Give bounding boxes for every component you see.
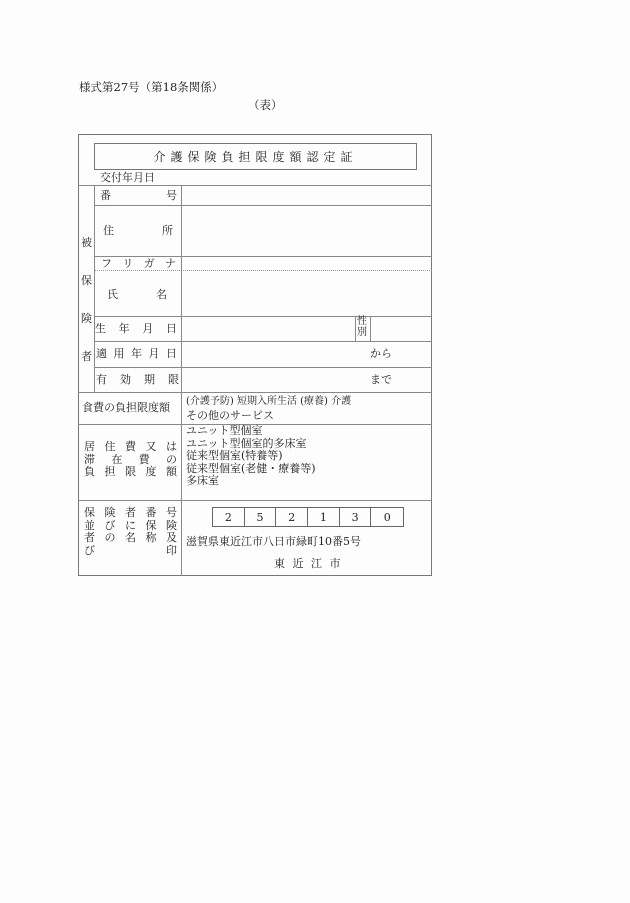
label-char: 性 [357,316,367,327]
insurer-number-digit: 0 [383,510,391,524]
label-char: 号 [166,506,177,519]
label-char: 所 [162,224,173,237]
address-label [103,224,173,237]
food-cost-line: (介護予防) 短期入所生活 (療養) 介護 [186,396,352,407]
residence-cost-lines [186,425,316,488]
residence-cost-line: ユニット型個室 [186,424,263,437]
insured-group-label [80,234,93,364]
label-char: フ [101,257,112,270]
label-char: 期 [144,373,155,386]
label-char: 険 [81,312,92,325]
label-char: 住 [103,224,114,237]
insurer-number-boxes [212,507,404,527]
insurer-address: 滋賀県東近江市八日市緑町10番5号 [186,535,361,548]
label-char: 氏 [107,288,118,301]
label-char: 生 [95,322,106,335]
certificate-title: 介護保険負担限度額認定証 [94,143,417,170]
label-char: 年 [118,322,130,335]
label-char: 負 [84,465,95,478]
label-char: び [104,518,116,532]
label-char: 費 [125,440,136,453]
insured-number-field[interactable] [182,186,432,205]
label-char: 者 [125,506,136,519]
insured-number-label [100,189,177,202]
food-cost-line: その他のサービス [186,409,274,422]
label-char: リ [122,257,134,270]
label-char: 日 [165,322,177,335]
residence-cost-line: 多床室 [186,474,219,487]
birthdate-field[interactable] [182,317,354,341]
label-char: 限 [168,373,179,386]
label-char: ガ [143,257,155,270]
expiry-suffix: まで [370,373,392,386]
seal-label: 印 [166,543,177,557]
label-char: 険 [166,518,177,532]
label-char: 番 [100,189,111,202]
label-char: 担 [104,465,116,478]
issue-date-label: 交付年月日 [100,171,155,184]
label-char: の [104,531,116,544]
insurer-number-digit: 1 [308,508,340,526]
label-char: び [84,543,95,557]
birthdate-label [95,322,177,335]
residence-cost-line: 従来型個室(老健・療養等) [186,461,316,475]
label-char: に [125,518,136,532]
divider [78,500,432,501]
furigana-field[interactable] [182,257,432,270]
label-char: 限 [125,465,136,478]
label-char: 険 [104,506,116,519]
label-char: 年 [131,347,142,360]
label-char: 及 [166,531,177,544]
label-char: 用 [113,347,125,360]
label-char: ナ [164,257,176,270]
food-cost-label: 食費の負担限度額 [82,401,170,414]
label-char: 月 [148,347,160,360]
label-char: 別 [357,327,367,338]
address-field[interactable] [182,206,432,256]
residence-cost-line: ユニット型個室的多床室 [186,436,307,450]
gender-label [357,316,369,338]
label-char: 効 [120,373,131,386]
label-char: 被 [81,236,92,249]
label-char: 番 [145,506,157,519]
label-char: 並 [84,518,95,532]
label-char: 月 [142,322,154,335]
label-char: 又 [145,440,157,453]
divider [94,341,432,342]
label-char: 住 [104,440,116,453]
residence-cost-line: 従来型個室(特養等) [186,449,283,462]
divider [355,316,356,341]
divider [94,367,432,368]
insurer-number-digit: 2 [213,508,245,526]
label-char: 号 [166,189,177,202]
label-char: は [166,440,177,453]
form-number-label: 様式第27号（第18条関係） [79,80,224,94]
divider [78,392,432,393]
insurer-number-digit: 5 [245,508,277,526]
form-side-label: （表） [248,98,283,112]
name-field[interactable] [182,271,432,316]
gender-field[interactable] [371,317,432,341]
label-char: 居 [84,440,95,453]
label-char: 額 [166,465,177,478]
label-char: 名 [156,288,167,301]
divider [94,185,95,392]
label-char: 者 [81,350,92,363]
label-char: 日 [166,347,177,360]
insurer-label [84,507,177,557]
label-char: 在 [111,452,123,466]
effective-date-label [96,347,177,360]
label-char: 者 [84,531,95,544]
label-char: 有 [96,373,107,386]
label-char: の [165,452,177,466]
name-label [107,288,167,301]
label-char: 保 [145,518,157,532]
residence-cost-label [84,441,177,479]
label-char: 保 [81,274,92,287]
insurer-number-digit: 2 [276,508,308,526]
label-char: 名 [125,531,136,544]
label-char: 度 [145,465,157,478]
expiry-label [96,373,179,386]
label-char: 保 [84,506,95,519]
furigana-label [101,257,176,270]
label-char: 称 [145,531,157,544]
label-char: 適 [96,347,107,360]
insurer-number-digit: 3 [340,508,372,526]
label-char: 滞 [84,452,95,466]
insurer-name: 東 近 江 市 [274,557,343,570]
effective-from-suffix: から [370,347,392,360]
label-char: 費 [138,452,150,466]
